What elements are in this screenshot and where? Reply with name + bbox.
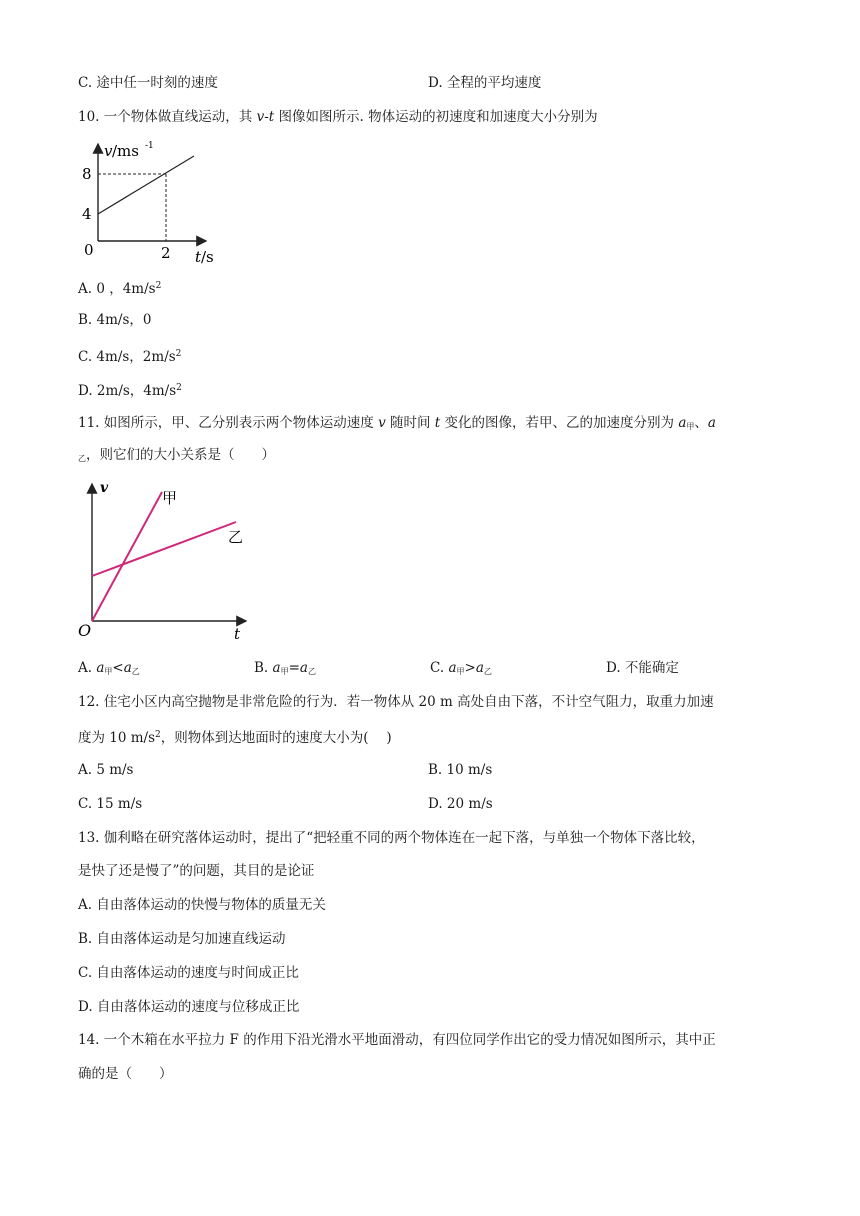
q11-origin: O — [78, 621, 92, 640]
q11-stem-line2: $_乙$，则它们的大小关系是（ ） — [78, 447, 275, 463]
q10-option-c: C. 4m/s，$2m/s^2$ — [78, 349, 182, 365]
q10-vt-graph — [78, 138, 238, 268]
q12-option-c: C. 15 m/s — [78, 796, 143, 812]
q13-option-b: B. 自由落体运动是匀加速直线运动 — [78, 931, 286, 947]
q12-option-a: A. 5 m/s — [78, 762, 134, 778]
q11-label-yi: 乙 — [228, 528, 244, 546]
q11-label-jia: 甲 — [162, 489, 178, 507]
q10-option-d: D. 2m/s，$4m/s^2$ — [78, 383, 182, 399]
q12-stem-line2: 度为 10 $m/s^2$，则物体到达地面时的速度大小为( ) — [78, 730, 392, 746]
q13-stem-line2: 是快了还是慢了”的问题，其目的是论证 — [78, 863, 315, 879]
q10-data-line — [98, 156, 194, 214]
q11-option-c: C. $a_甲>a_乙$ — [430, 660, 492, 676]
q10-xtick-2: 2 — [161, 244, 171, 262]
q12-option-d: D. 20 m/s — [428, 796, 493, 812]
q10-ytick-8: 8 — [82, 165, 92, 183]
q13-option-a: A. 自由落体运动的快慢与物体的质量无关 — [78, 897, 326, 913]
q11-option-a: A. $a_甲<a_乙$ — [78, 660, 140, 676]
q12-stem-line1: 12. 住宅小区内高空抛物是非常危险的行为．若一物体从 20 m 高处自由下落，不计空气阻力，取重力加速 — [78, 694, 714, 710]
q11-vt-graph — [74, 476, 254, 646]
q10-xlabel-t: t — [195, 248, 202, 266]
q10-ylabel-v: v — [104, 142, 113, 160]
q10-ylabel-exp: -1 — [145, 141, 154, 151]
q10-xlabel-unit: /s — [201, 248, 214, 266]
q14-stem-line2: 确的是（ ） — [78, 1066, 173, 1082]
q11-option-d: D. 不能确定 — [606, 660, 679, 676]
q13-stem-line1: 13. 伽利略在研究落体运动时，提出了“把轻重不同的两个物体连在一起下落，与单独一个物体下落比较， — [78, 830, 705, 846]
q9-option-d: D. 全程的平均速度 — [428, 75, 542, 91]
q9-option-c: C. 途中任一时刻的速度 — [78, 75, 218, 91]
q11-axis-v: v — [100, 480, 109, 496]
q12-option-b: B. 10 m/s — [428, 762, 493, 778]
q10-stem: 10. 一个物体做直线运动，其 v-t 图像如图所示. 物体运动的初速度和加速度大小分别为 — [78, 109, 598, 125]
q10-option-a: A. 0 ，$4m/s^2$ — [78, 281, 162, 297]
q11-stem-line1: 11. 如图所示，甲、乙分别表示两个物体运动速度 v 随时间 t 变化的图像，若甲、乙的加速度分别为 $a_甲$、a — [78, 415, 716, 431]
q10-ylabel-unit: /ms — [112, 142, 139, 160]
q10-origin: 0 — [84, 241, 94, 259]
q11-line-yi — [92, 522, 236, 576]
q10-ytick-4: 4 — [82, 205, 92, 223]
q11-axis-t: t — [234, 625, 241, 643]
q10-option-b: B. 4m/s，0 — [78, 312, 152, 328]
q13-option-c: C. 自由落体运动的速度与时间成正比 — [78, 965, 299, 981]
q11-option-b: B. $a_甲=a_乙$ — [254, 660, 316, 676]
q11-line-jia — [92, 492, 162, 621]
q14-stem-line1: 14. 一个木箱在水平拉力 F 的作用下沿光滑水平地面滑动，有四位同学作出它的受力情况如图所示，其中正 — [78, 1032, 716, 1048]
q13-option-d: D. 自由落体运动的速度与位移成正比 — [78, 999, 300, 1015]
